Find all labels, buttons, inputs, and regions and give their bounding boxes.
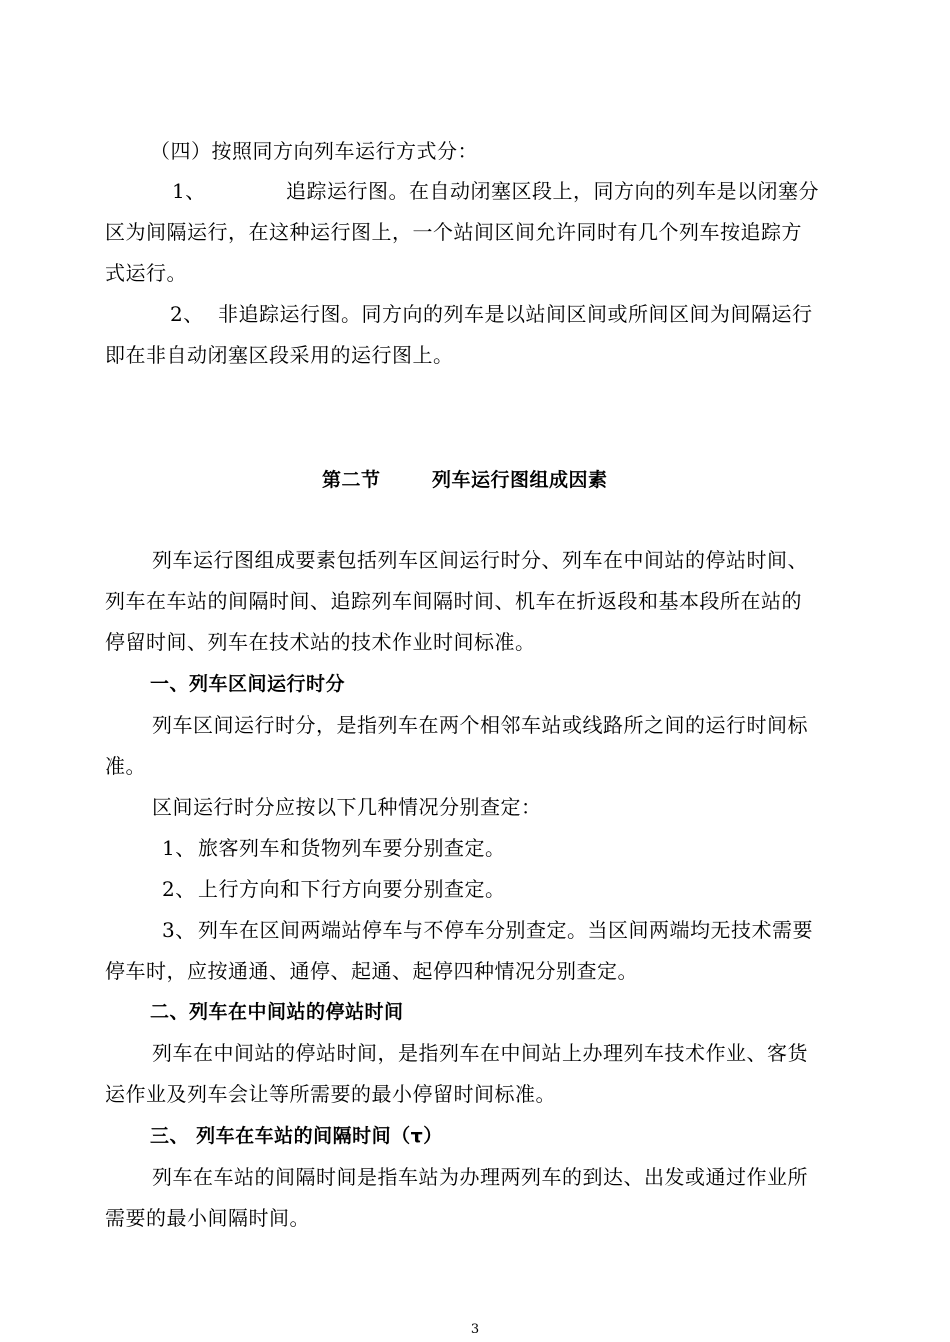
heading-3: 三、 列车在车站的间隔时间（τ） bbox=[150, 1125, 443, 1147]
intro-line-2: 列车在车站的间隔时间、追踪列车间隔时间、机车在折返段和基本段所在站的 bbox=[105, 589, 802, 613]
item-3-text: 列车在区间两端站停车与不停车分别查定。当区间两端均无技术需要 bbox=[198, 918, 813, 942]
list-number-1: 1、 bbox=[172, 179, 206, 203]
section-title: 列车运行图组成因素 bbox=[432, 469, 608, 491]
p1-line-2: 准。 bbox=[105, 754, 146, 778]
item-1-text: 旅客列车和货物列车要分别查定。 bbox=[198, 836, 506, 860]
section-title-number: 第二节 bbox=[322, 469, 381, 491]
item-1-number: 1、 bbox=[162, 836, 196, 860]
list-number-2: 2、 bbox=[170, 302, 204, 326]
paragraph-heading-4: （四）按照同方向列车运行方式分： bbox=[150, 139, 478, 163]
p2-line: 区间运行时分应按以下几种情况分别查定： bbox=[152, 795, 542, 819]
heading-2: 二、列车在中间站的停站时间 bbox=[150, 1001, 404, 1023]
list-text-2-cont: 即在非自动闭塞区段采用的运行图上。 bbox=[105, 343, 454, 367]
p3-line-2: 运作业及列车会让等所需要的最小停留时间标准。 bbox=[105, 1082, 556, 1106]
list-text-1-cont-1: 区为间隔运行，在这种运行图上，一个站间区间允许同时有几个列车按追踪方 bbox=[105, 220, 802, 244]
item-3-number: 3、 bbox=[162, 918, 196, 942]
item-2-number: 2、 bbox=[162, 877, 196, 901]
p4-line-1: 列车在车站的间隔时间是指车站为办理两列车的到达、出发或通过作业所 bbox=[152, 1165, 808, 1189]
item-2-text: 上行方向和下行方向要分别查定。 bbox=[198, 877, 506, 901]
p1-line-1: 列车区间运行时分，是指列车在两个相邻车站或线路所之间的运行时间标 bbox=[152, 713, 808, 737]
intro-line-3: 停留时间、列车在技术站的技术作业时间标准。 bbox=[105, 630, 536, 654]
list-text-2: 非追踪运行图。同方向的列车是以站间区间或所间区间为间隔运行 bbox=[218, 302, 813, 326]
p4-line-2: 需要的最小间隔时间。 bbox=[105, 1206, 310, 1230]
item-3-cont: 停车时，应按通通、通停、起通、起停四种情况分别查定。 bbox=[105, 959, 638, 983]
intro-line-1: 列车运行图组成要素包括列车区间运行时分、列车在中间站的停站时间、 bbox=[152, 548, 808, 572]
list-text-1-cont-2: 式运行。 bbox=[105, 261, 187, 285]
heading-1: 一、列车区间运行时分 bbox=[150, 673, 346, 695]
page-number: 3 bbox=[470, 1322, 480, 1337]
p3-line-1: 列车在中间站的停站时间，是指列车在中间站上办理列车技术作业、客货 bbox=[152, 1041, 808, 1065]
list-text-1: 追踪运行图。在自动闭塞区段上，同方向的列车是以闭塞分 bbox=[286, 179, 819, 203]
